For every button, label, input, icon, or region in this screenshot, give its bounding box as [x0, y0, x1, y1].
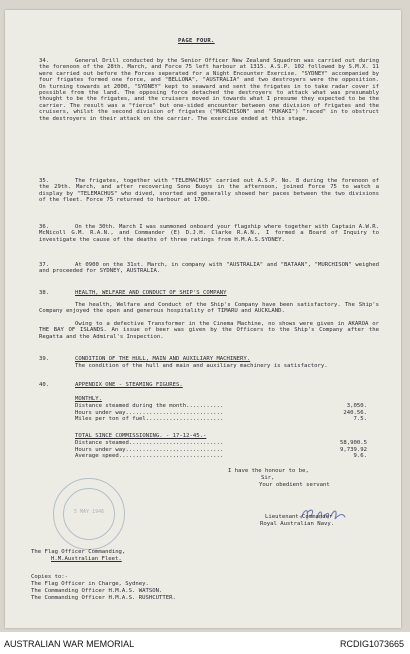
figure-label: Average speed............................... — [75, 453, 224, 459]
paragraph-35: The frigates, together with "TELEMACHUS" carried out A.S.P. No. 8 during the forenoon of the 29th. March, and after recovering Sono Buoys in the afternoon, joined Force 75 to watch a display by "TELEMACHUS" who dived, snorted and generally showed her paces between the two divisions of the fleet. Force 75 returned to harbour at 1700. — [39, 178, 379, 204]
copy-recipient: The Flag Officer in Charge, Sydney. — [31, 581, 149, 587]
figure-label: Miles per ton of fuel....................... — [75, 416, 224, 422]
heading-hull-machinery: CONDITION OF THE HULL, MAIN AND AUXILIARY MACHINERY. — [75, 356, 251, 362]
figure-value: 9.6. — [353, 453, 367, 459]
figure-label: Distance steamed during the month........... — [75, 403, 224, 409]
total-figures — [75, 440, 367, 460]
paragraph-number-35: 35. — [39, 178, 50, 184]
paragraph-34: General Drill conducted by the Senior Officer New Zealand Squadron was carried out during the forenoon of the 28th. March, and Force 75 left harbour at 1315. A.S.P. 102 followed by S.M.X. 11 were carried out before the Forces seperated for a Night Encounter Exercise. "SYDNEY" accompanied by four frigates formed one force, and "BELLONA", "AUSTRALIA" and two destroyers were the opposition. On turning towards at 2000, "SYDNEY" kept to seaward and sent the frigates in to take radar cover if possible from the land. The opposing force detached the destroyers to attack what was presumably thought to be the frigates, and the cruisers moved in towards what I presume they expected to be the carrier. The result was a "fierce" but one-sided encounter between one division of frigates and the cruisers, whilst the second division of frigates ("MURCHISON" and "PUKAKI") "raced" in to obstruct the destroyers in their attack on the carrier. The exercise ended at this stage. — [39, 58, 379, 122]
addressee-line-2: H.M.Australian Fleet. — [51, 556, 122, 562]
figure-row — [75, 416, 367, 423]
footer-institution: AUSTRALIAN WAR MEMORIAL — [4, 639, 135, 649]
paragraph-number-37: 37. — [39, 262, 50, 268]
paragraph-number-34: 34. — [39, 58, 50, 64]
closing-honour: I have the honour to be, — [228, 468, 309, 474]
paragraph-37: At 0900 on the 31st. March, in company with "AUSTRALIA" and "BATAAN", "MURCHISON" weighed and proceeded for SYDNEY, AUSTRALIA. — [39, 262, 379, 275]
figure-row — [75, 453, 367, 460]
paragraph-39: The condition of the hull and main and auxiliary machinery is satisfactory. — [75, 363, 328, 369]
paragraph-number-36: 36. — [39, 224, 50, 230]
paragraph-number-40: 40. — [39, 382, 50, 388]
monthly-heading: MONTHLY. — [75, 396, 102, 402]
archive-footer — [0, 632, 410, 654]
figure-label: Distance steamed............................ — [75, 440, 224, 446]
official-stamp — [53, 478, 125, 550]
copies-heading: Copies to:- — [31, 574, 69, 580]
figure-value: 58,900.5 — [340, 440, 367, 446]
document-page — [5, 10, 401, 628]
paragraph-36: On the 30th. March I was summoned onboard your flagship where together with Captain A.W.R. McNicoll G.M. R.A.N., and Commander (E) D.J.H. Clarke R.A.N., I formed a Board of Inquiry to investigate the cause of the deaths of three ratings from H.M.A.S.SYDNEY. — [39, 224, 379, 243]
figure-value: 9,739.92 — [340, 446, 367, 453]
copy-recipient: The Commanding Officer H.M.A.S. RUSHCUTTER. — [31, 595, 176, 601]
closing-servant: Your obedient servant — [259, 482, 330, 488]
figure-label: Hours under way............................. — [75, 446, 224, 453]
paragraph-number-39: 39. — [39, 356, 50, 362]
signatory-rank: Lieutenant-Commander — [265, 514, 333, 520]
figure-label: Hours under way............................. — [75, 409, 224, 416]
figure-value: 7.5. — [353, 416, 367, 422]
stamp-date: 5 MAY 1946 — [74, 509, 105, 515]
closing-sir: Sir, — [261, 475, 275, 481]
heading-health-welfare: HEALTH, WELFARE AND CONDUCT OF SHIP'S COMPANY — [75, 290, 227, 296]
signatory-service: Royal Australian Navy. — [260, 521, 335, 527]
figure-value: 240.56. — [343, 409, 367, 416]
page-title: PAGE FOUR. — [178, 38, 215, 44]
total-heading: TOTAL SINCE COMMISSIONING. - 17-12-45.- — [75, 433, 207, 439]
monthly-figures — [75, 403, 367, 423]
footer-record-id: RCDIG1073665 — [339, 639, 404, 649]
paragraph-38-continued: Owing to a defective Transformer in the Cinema Machine, no shows were given in AKAROA or THE BAY OF ISLANDS. An issue of beer was given by the Officers to the Ship's Company after the Regatta and the Admiral's Inspection. — [39, 321, 379, 340]
paragraph-38: The health, Welfare and Conduct of the Ship's Company have been satisfactory. The Ship's Company enjoyed the open and generous hospitality of TIMARU and AUCKLAND. — [39, 302, 379, 315]
copy-recipient: The Commanding Officer H.M.A.S. WATSON. — [31, 588, 163, 594]
heading-steaming-figures: APPENDIX ONE - STEAMING FIGURES. — [75, 382, 183, 388]
addressee-line-1: The Flag Officer Commanding, — [31, 549, 126, 555]
figure-value: 3,050. — [346, 403, 367, 409]
paragraph-number-38: 38. — [39, 290, 50, 296]
